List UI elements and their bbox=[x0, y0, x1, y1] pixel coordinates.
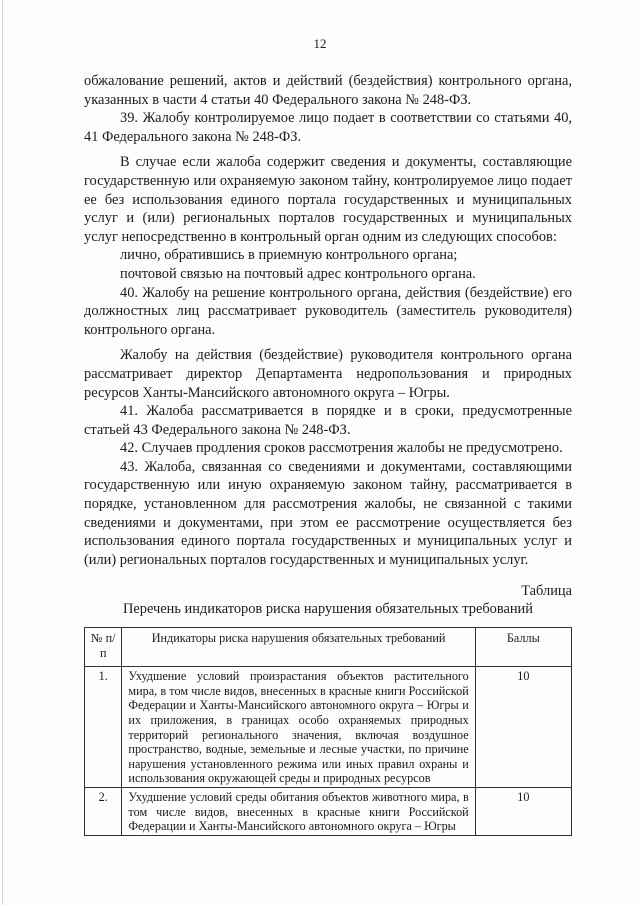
risk-indicators-table bbox=[84, 627, 572, 836]
list-item-by-post: почтовой связью на почтовый адрес контрольного органа. bbox=[120, 265, 476, 282]
header-indicator: Индикаторы риска нарушения обязательных требований bbox=[122, 628, 475, 667]
header-points: Баллы bbox=[475, 628, 571, 667]
paragraph-41: 41. Жалоба рассматривается в порядке и в сроки, предусмотренные статьей 43 Федерального закона № 248-ФЗ. bbox=[84, 403, 572, 438]
table-label: Таблица bbox=[521, 583, 572, 599]
row-indicator: Ухудшение условий произрастания объектов растительного мира, в том числе видов, внесенных в красные книги Российской Федерации и Ханты-Мансийского автономного округа – Югры и их приложения, в границах особо охраняемых природных территорий регионального значения, включая воздушное пространство, водные, земельные и лесные участки, по причине нарушения установленного режима или иных правил охраны и использования окружающей среды и природных ресурсов bbox=[122, 667, 475, 788]
paragraph-secret-complaint: В случае если жалоба содержит сведения и документы, составляющие государственную или охраняемую законом тайну, контролируемое лицо подает ее без использования единого портала государственных и муниципальных услуг и (или) региональных порталов государственных и муниципальных услуг непосредственно в контрольный орган одним из следующих способов: bbox=[84, 154, 572, 245]
table-row bbox=[85, 667, 572, 788]
document-body bbox=[84, 72, 572, 569]
list-item-in-person: лично, обратившись в приемную контрольного органа; bbox=[120, 247, 458, 264]
paragraph-40: 40. Жалобу на решение контрольного органа, действия (бездействие) его должностных лиц рассматривает руководитель (заместитель руководителя) контрольного органа. bbox=[84, 284, 572, 338]
row-points: 10 bbox=[475, 787, 571, 835]
table-title: Перечень индикаторов риска нарушения обязательных требований bbox=[123, 601, 533, 617]
row-indicator: Ухудшение условий среды обитания объектов животного мира, в том числе видов, внесенных в красные книги Российской Федерации и Ханты-Мансийского автономного округа – Югры bbox=[122, 787, 475, 835]
header-number: № п/п bbox=[85, 628, 122, 667]
table-row bbox=[85, 787, 572, 835]
row-number: 2. bbox=[85, 787, 122, 835]
page-number: 12 bbox=[313, 36, 327, 51]
paragraph-39: 39. Жалобу контролируемое лицо подает в соответствии со статьями 40, 41 Федерального закона № 248-ФЗ. bbox=[84, 110, 572, 145]
row-number: 1. bbox=[85, 667, 122, 788]
scan-edge bbox=[2, 0, 3, 905]
paragraph-continuation: обжалование решений, актов и действий (бездействия) контрольного органа, указанных в части 4 статьи 40 Федерального закона № 248-ФЗ. bbox=[84, 73, 572, 108]
paragraph-42: 42. Случаев продления сроков рассмотрения жалобы не предусмотрено. bbox=[120, 440, 563, 457]
table-header-row bbox=[85, 628, 572, 667]
paragraph-43: 43. Жалоба, связанная со сведениями и документами, составляющими государственную или иную охраняемую законом тайну, рассматривается в порядке, установленном для рассмотрения жалобы, не связанной с такими сведениями и документами, при этом ее рассмотрение осуществляется без использования единого портала государственных и муниципальных услуг и (или) региональных порталов государственных и муниципальных услуг. bbox=[84, 458, 572, 568]
paragraph-director: Жалобу на действия (бездействие) руководителя контрольного органа рассматривает директор Департамента недропользования и природных ресурсов Ханты-Мансийского автономного округа – Югры. bbox=[84, 347, 572, 401]
row-points: 10 bbox=[475, 667, 571, 788]
table-caption bbox=[84, 582, 572, 618]
